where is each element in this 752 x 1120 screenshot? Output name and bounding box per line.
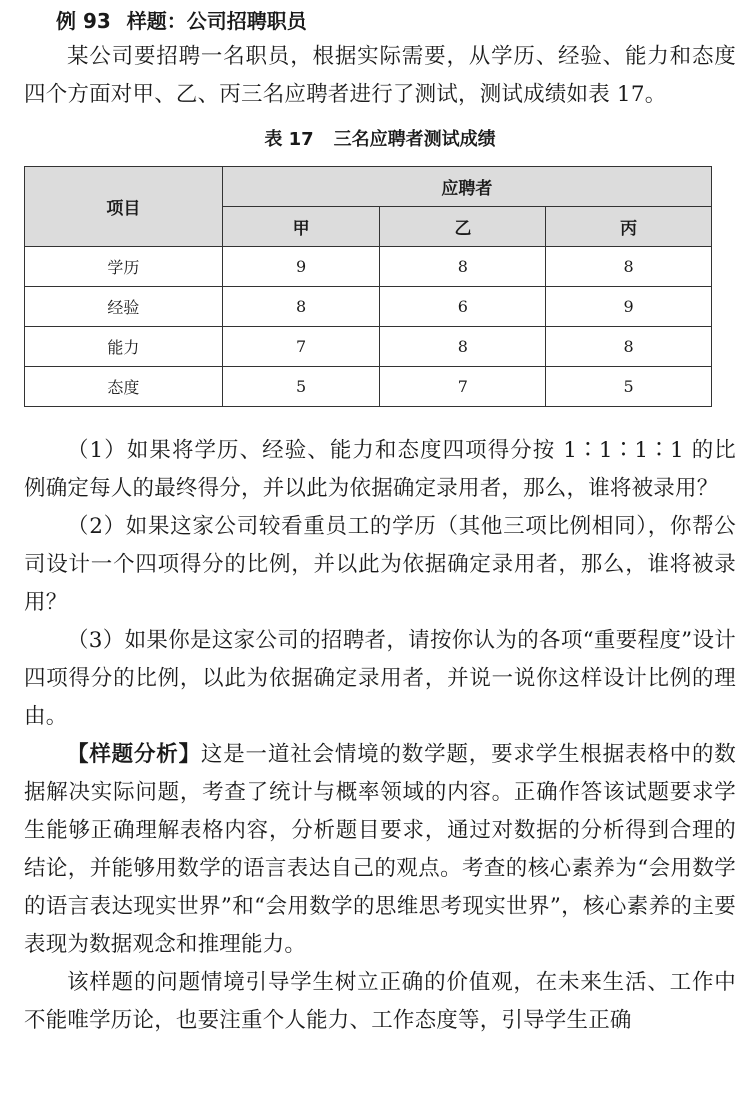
column-header-bing: 丙 [546, 207, 712, 247]
column-header-jia: 甲 [222, 207, 380, 247]
question-2: （2）如果这家公司较看重员工的学历（其他三项比例相同），你帮公司设计一个四项得分的比例，并以此为依据确定录用者，那么，谁将被录用？ [24, 514, 736, 615]
row-header-item: 项目 [25, 167, 223, 247]
score-cell: 5 [222, 367, 380, 407]
score-cell: 8 [380, 247, 546, 287]
group-header-applicants: 应聘者 [222, 167, 711, 207]
score-cell: 5 [546, 367, 712, 407]
score-cell: 8 [222, 287, 380, 327]
example-number: 例 93 [56, 9, 111, 33]
row-item: 能力 [25, 327, 223, 367]
table-caption-title: 三名应聘者测试成绩 [333, 129, 496, 150]
question-3: （3）如果你是这家公司的招聘者，请按你认为的各项“重要程度”设计四项得分的比例，以此为依据确定录用者，并说一说你这样设计比例的理由。 [24, 628, 736, 729]
intro-block [24, 38, 736, 114]
row-item: 态度 [25, 367, 223, 407]
score-cell: 8 [380, 327, 546, 367]
closing-paragraph: 该样题的问题情境引导学生树立正确的价值观，在未来生活、工作中不能唯学历论，也要注重个人能力、工作态度等，引导学生正确 [24, 970, 736, 1033]
analysis-label: 【样题分析】 [67, 742, 201, 767]
row-item: 经验 [25, 287, 223, 327]
table-row [25, 247, 712, 287]
score-cell: 9 [546, 287, 712, 327]
example-heading [56, 8, 307, 34]
questions-block [24, 432, 736, 1040]
intro-paragraph: 某公司要招聘一名职员，根据实际需要，从学历、经验、能力和态度四个方面对甲、乙、丙三名应聘者进行了测试，测试成绩如表 17。 [24, 44, 736, 107]
table-caption-number: 表 17 [264, 129, 314, 150]
scores-table [24, 166, 712, 407]
row-item: 学历 [25, 247, 223, 287]
score-cell: 7 [380, 367, 546, 407]
score-cell: 7 [222, 327, 380, 367]
score-cell: 6 [380, 287, 546, 327]
column-header-yi: 乙 [380, 207, 546, 247]
table-caption [24, 128, 736, 152]
analysis-paragraph [24, 736, 736, 964]
example-title: 样题：公司招聘职员 [126, 9, 307, 33]
score-cell: 8 [546, 327, 712, 367]
table-row [25, 367, 712, 407]
table-row [25, 327, 712, 367]
table-row [25, 287, 712, 327]
analysis-text: 这是一道社会情境的数学题，要求学生根据表格中的数据解决实际问题，考查了统计与概率领域的内容。正确作答该试题要求学生能够正确理解表格内容，分析题目要求，通过对数据的分析得到合理的结论，并能够用数学的语言表达自己的观点。考查的核心素养为“会用数学的语言表达现实世界”和“会用数学的思维思考现实世界”，核心素养的主要表现为数据观念和推理能力。 [24, 742, 736, 957]
score-cell: 8 [546, 247, 712, 287]
question-1: （1）如果将学历、经验、能力和态度四项得分按 1∶1∶1∶1 的比例确定每人的最终得分，并以此为依据确定录用者，那么，谁将被录用？ [24, 438, 736, 501]
score-cell: 9 [222, 247, 380, 287]
